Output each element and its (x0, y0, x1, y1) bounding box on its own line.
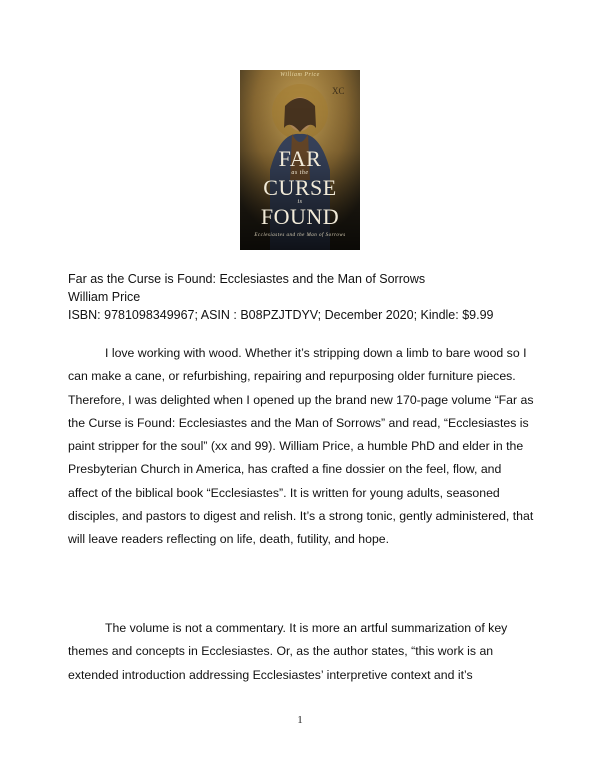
cover-title-is: is (297, 199, 303, 205)
book-details: ISBN: 9781098349967; ASIN : B08PZJTDYV; December 2020; Kindle: $9.99 (68, 308, 494, 322)
review-paragraph: The volume is not a commentary. It is more an artful summarization of key themes and concepts in Ecclesiastes. Or, as the author states, “this work is an extended introduction addressing Ecclesiastes’ interpretive context and it’s (68, 621, 508, 682)
review-paragraph: I love working with wood. Whether it’s stripping down a limb to bare wood so I can make a cane, or refurbishing, repairing and repurposing older furniture pieces. Therefore, I was delighted when I opened up the brand new 170-page volume “Far as the Curse is Found: Ecclesiastes and the Man of Sorrows” and read, “Ecclesiastes is paint stripper for the soul” (xx and 99). William Price, a humble PhD and elder in the Presbyterian Church in America, has crafted a fine dossier on the feel, flow, and affect of the biblical book “Ecclesiastes”. It is written for young adults, seasoned disciples, and pastors to digest and relish. It’s a strong tonic, gently administered, that will leave readers reflecting on life, death, futility, and hope. (68, 346, 534, 547)
cover-title-far: FAR (278, 146, 322, 171)
cover-title-curse: CURSE (263, 175, 337, 200)
page-number: 1 (297, 714, 303, 726)
book-title: Far as the Curse is Found: Ecclesiastes and the Man of Sorrows (68, 272, 426, 286)
cover-title-as-the: as the (291, 170, 309, 176)
book-metadata (68, 270, 538, 324)
cover-subtitle: Ecclesiastes and the Man of Sorrows (254, 233, 346, 238)
book-author: William Price (68, 290, 141, 304)
cover-title-found: FOUND (260, 204, 340, 229)
cover-author: William Price (280, 72, 320, 78)
book-cover-image (240, 70, 360, 250)
